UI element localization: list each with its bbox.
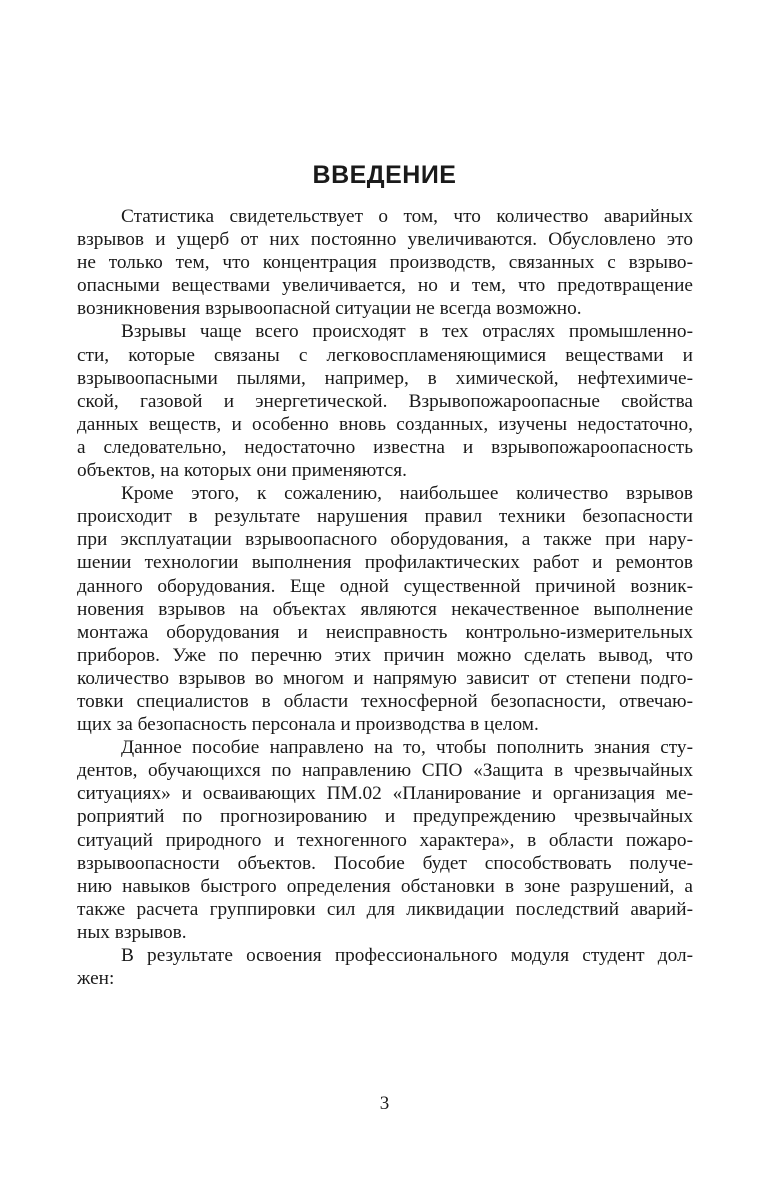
paragraph-line: при эксплуатации взрывоопасного оборудования, а также при нару- <box>77 529 693 551</box>
paragraph-line: объектов, на которых они применяются. <box>77 460 407 482</box>
paragraph-line: количество взрывов во многом и напрямую зависит от степени подго- <box>77 667 693 689</box>
paragraph-line: Данное пособие направлено на то, чтобы пополнить знания сту- <box>121 737 693 759</box>
paragraph <box>77 736 693 944</box>
paragraph-line: нию навыков быстрого определения обстановки в зоне разрушений, а <box>77 875 693 897</box>
paragraph-line: взрывоопасными пылями, например, в химической, нефтехимиче- <box>77 367 693 389</box>
paragraph-line: ситуациях» и осваивающих ПМ.02 «Планирование и организация ме- <box>77 783 693 805</box>
paragraph-line: взрывоопасности объектов. Пособие будет способствовать получе- <box>77 852 693 874</box>
paragraph-line: В результате освоения профессионального модуля студент дол- <box>121 945 693 966</box>
paragraph-line: не только тем, что концентрация производств, связанных с взрыво- <box>77 252 693 274</box>
paragraph-line: опасными веществами увеличивается, но и тем, что предотвращение <box>77 275 693 297</box>
paragraph-line: а следовательно, недостаточно известна и взрывопожароопасность <box>77 436 693 458</box>
paragraph-line: сти, которые связаны с легковоспламеняющимися веществами и <box>77 344 693 366</box>
paragraph-line: дентов, обучающихся по направлению СПО «Защита в чрезвычайных <box>77 760 693 782</box>
paragraph-line: возникновения взрывоопасной ситуации не всегда возможно. <box>77 298 582 320</box>
page-title: ВВЕДЕНИЕ <box>312 161 457 189</box>
paragraph-line: монтажа оборудования и неисправность контрольно-измерительных <box>77 621 693 643</box>
paragraph-line: Взрывы чаще всего происходят в тех отраслях промышленно- <box>121 321 693 343</box>
paragraph-line: ситуаций природного и техногенного характера», в области пожаро- <box>77 829 693 851</box>
body-text <box>77 205 693 990</box>
paragraph-line: взрывов и ущерб от них постоянно увеличиваются. Обусловлено это <box>77 229 693 251</box>
paragraph-line: данного оборудования. Еще одной существенной причиной возник- <box>77 575 693 597</box>
paragraph <box>77 482 693 736</box>
paragraph-line: новения взрывов на объектах являются некачественное выполнение <box>77 598 693 620</box>
paragraph-line: данных веществ, и особенно вновь созданных, изучены недостаточно, <box>77 413 693 435</box>
paragraph-line: происходит в результате нарушения правил техники безопасности <box>77 506 693 528</box>
page-number: 3 <box>379 1093 390 1114</box>
paragraph-line: щих за безопасность персонала и производства в целом. <box>77 714 539 736</box>
paragraph-line: Кроме этого, к сожалению, наибольшее количество взрывов <box>121 483 693 505</box>
paragraph-line: роприятий по прогнозированию и предупреждению чрезвычайных <box>77 806 693 828</box>
paragraph-line: ных взрывов. <box>77 921 187 943</box>
paragraph-line: ской, газовой и энергетической. Взрывопожароопасные свойства <box>77 390 693 412</box>
paragraph <box>77 944 693 990</box>
paragraph-line: приборов. Уже по перечню этих причин можно сделать вывод, что <box>77 644 693 666</box>
paragraph-line: товки специалистов в области техносферной безопасности, отвечаю- <box>77 690 693 712</box>
paragraph-line: Статистика свидетельствует о том, что количество аварийных <box>121 206 693 227</box>
paragraph-line: также расчета группировки сил для ликвидации последствий аварий- <box>77 898 693 920</box>
paragraph <box>77 205 693 320</box>
paragraph-line: жен: <box>77 968 115 990</box>
paragraph-line: шении технологии выполнения профилактических работ и ремонтов <box>77 552 693 574</box>
paragraph <box>77 320 693 482</box>
